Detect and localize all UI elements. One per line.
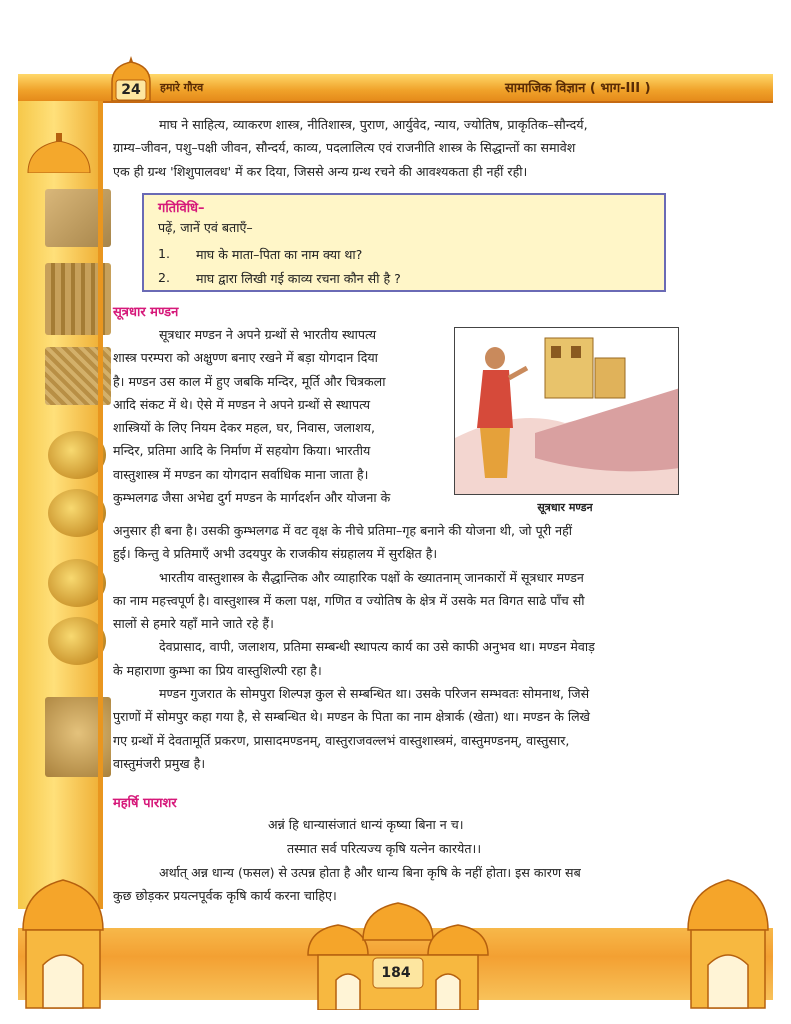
- question-text: माघ के माता–पिता का नाम क्या था?: [196, 247, 363, 262]
- text-line: पुराणों में सोमपुर कहा गया है, से सम्बन्धित थे। मण्डन के पिता का नाम क्षेत्रार्क (खेता) था। मण्डन के लिखे: [113, 709, 590, 725]
- text-line: वास्तुमंजरी प्रमुख है।: [113, 755, 206, 771]
- figure-caption: सूत्रधार मण्डन: [537, 501, 593, 514]
- mandan-illustration: [454, 327, 679, 495]
- page-badge-number: 24: [121, 82, 141, 98]
- intro-paragraph: [113, 113, 680, 183]
- section-heading: महर्षि पाराशर: [113, 796, 177, 811]
- text-line: का नाम महत्त्वपूर्ण है। वास्तुशास्त्र में कला पक्ष, गणित व ज्योतिष के क्षेत्र में उसके मत विगत साढे पाँच सौ: [113, 592, 585, 608]
- wrapped-paragraph: [113, 323, 450, 509]
- activity-instruction: पढ़ें, जानें एवं बताएँ–: [158, 220, 253, 235]
- text-line: शास्त्रियों के लिए नियम देकर महल, घर, निवास, जलाशय,: [113, 420, 375, 436]
- text-line: भारतीय वास्तुशास्त्र के सैद्धान्तिक और व्याहारिक पक्षों के ख्यातनाम् जानकारों में सूत्रधार मण्डन: [159, 569, 584, 585]
- text-line: ग्राम्य–जीवन, पशु–पक्षी जीवन, सौन्दर्य, काव्य, पदलालित्य एवं राजनीति शास्त्र के सिद्धान्तों का समावेश: [113, 140, 576, 156]
- text-line: अर्थात् अन्न धान्य (फसल) से उत्पन्न होता है और धान्य बिना कृषि के नहीं होता। इस कारण सब: [159, 865, 581, 880]
- page-number: 184: [381, 965, 411, 981]
- text-line: देवप्रासाद, वापी, जलाशय, प्रतिमा सम्बन्धी स्थापत्य कार्य का उसे काफी अनुभव था। मण्डन मेवाड़: [159, 639, 595, 655]
- text-line: आदि संकट में थे। ऐसे में मण्डन ने अपने ग्रन्थों से स्थापत्य: [113, 396, 371, 412]
- text-line: है। मण्डन उस काल में हुए जबकि मन्दिर, मूर्ति और चित्रकला: [113, 373, 386, 389]
- question-number: 2.: [158, 270, 171, 285]
- text-line: माघ ने साहित्य, व्याकरण शास्त्र, नीतिशास्त्र, पुराण, आर्युवेद, न्याय, ज्योतिष, प्राकृतिक–सौन्दर्य,: [159, 117, 588, 132]
- side-column-border: [98, 101, 103, 909]
- activity-title: गतिविधि–: [158, 201, 205, 216]
- text-line: मन्दिर, प्रतिमा आदि के निर्माण में सहयोग किया। भारतीय: [113, 443, 371, 459]
- header-book-title: सामाजिक विज्ञान ( भाग-III ): [505, 81, 651, 96]
- side-dome-icon: [22, 133, 96, 173]
- text-line: के महाराणा कुम्भा का प्रिय वास्तुशिल्पी रहा है।: [113, 662, 322, 678]
- text-line: हुई। किन्तु वे प्रतिमाएँ अभी उदयपुर के राजकीय संग्रहालय में सुरक्षित है।: [113, 546, 438, 562]
- text-line: अनुसार ही बना है। उसकी कुम्भलगढ में वट वृक्ष के नीचे प्रतिमा–गृह बनाने की योजना थी, जो पूरी नहीं: [113, 523, 573, 538]
- verse-line: अन्नं हि धान्यासंजातं धान्यं कृष्या बिना न च।: [268, 817, 464, 832]
- illustration-drawing: [455, 328, 679, 495]
- verse-line: तस्मात सर्व परित्यज्य कृषि यत्नेन कारयेत।।: [287, 841, 482, 856]
- text-line: गए ग्रन्थों में देवतामूर्ति प्रकरण, प्रासादमण्डनम्, वास्तुराजवल्लभं वास्तुशास्त्रमं, वास्तुमण्डनम्, वास्तुसार,: [113, 732, 570, 748]
- question-number: 1.: [158, 246, 171, 261]
- text-line: कुछ छोड़कर प्रयत्नपूर्वक कृषि कार्य करना चाहिए।: [113, 888, 337, 904]
- section1-paragraph: [113, 519, 680, 775]
- question-text: माघ द्वारा लिखी गई काव्य रचना कौन सी है ?: [196, 271, 401, 286]
- text-line: एक ही ग्रन्थ 'शिशुपालवध' में कर दिया, जिससे अन्य ग्रन्थ रचने की आवश्यकता ही नहीं रही।: [113, 163, 528, 179]
- side-decor-column: [18, 101, 98, 909]
- text-line: मण्डन गुजरात के सोमपुरा शिल्पज्ञ कुल से सम्बन्धित था। उसके परिजन सम्भवतः सोमनाथ, जिसे: [159, 686, 590, 702]
- text-line: सालों से हमारे यहाँ माने जाते रहे हैं।: [113, 616, 274, 632]
- section-heading: सूत्रधार मण्डन: [113, 305, 179, 320]
- header-chapter-label: हमारे गौरव: [160, 81, 204, 94]
- text-line: सूत्रधार मण्डन ने अपने ग्रन्थों से भारतीय स्थापत्य: [159, 327, 377, 342]
- text-line: कुम्भलगढ जैसा अभेद्य दुर्ग मण्डन के मार्गदर्शन और योजना के: [113, 490, 391, 506]
- text-line: शास्त्र परम्परा को अक्षुण्ण बनाए रखने में बड़ा योगदान दिया: [113, 350, 378, 366]
- text-line: वास्तुशास्त्र में मण्डन का योगदान सर्वाधिक माना जाता है।: [113, 466, 369, 482]
